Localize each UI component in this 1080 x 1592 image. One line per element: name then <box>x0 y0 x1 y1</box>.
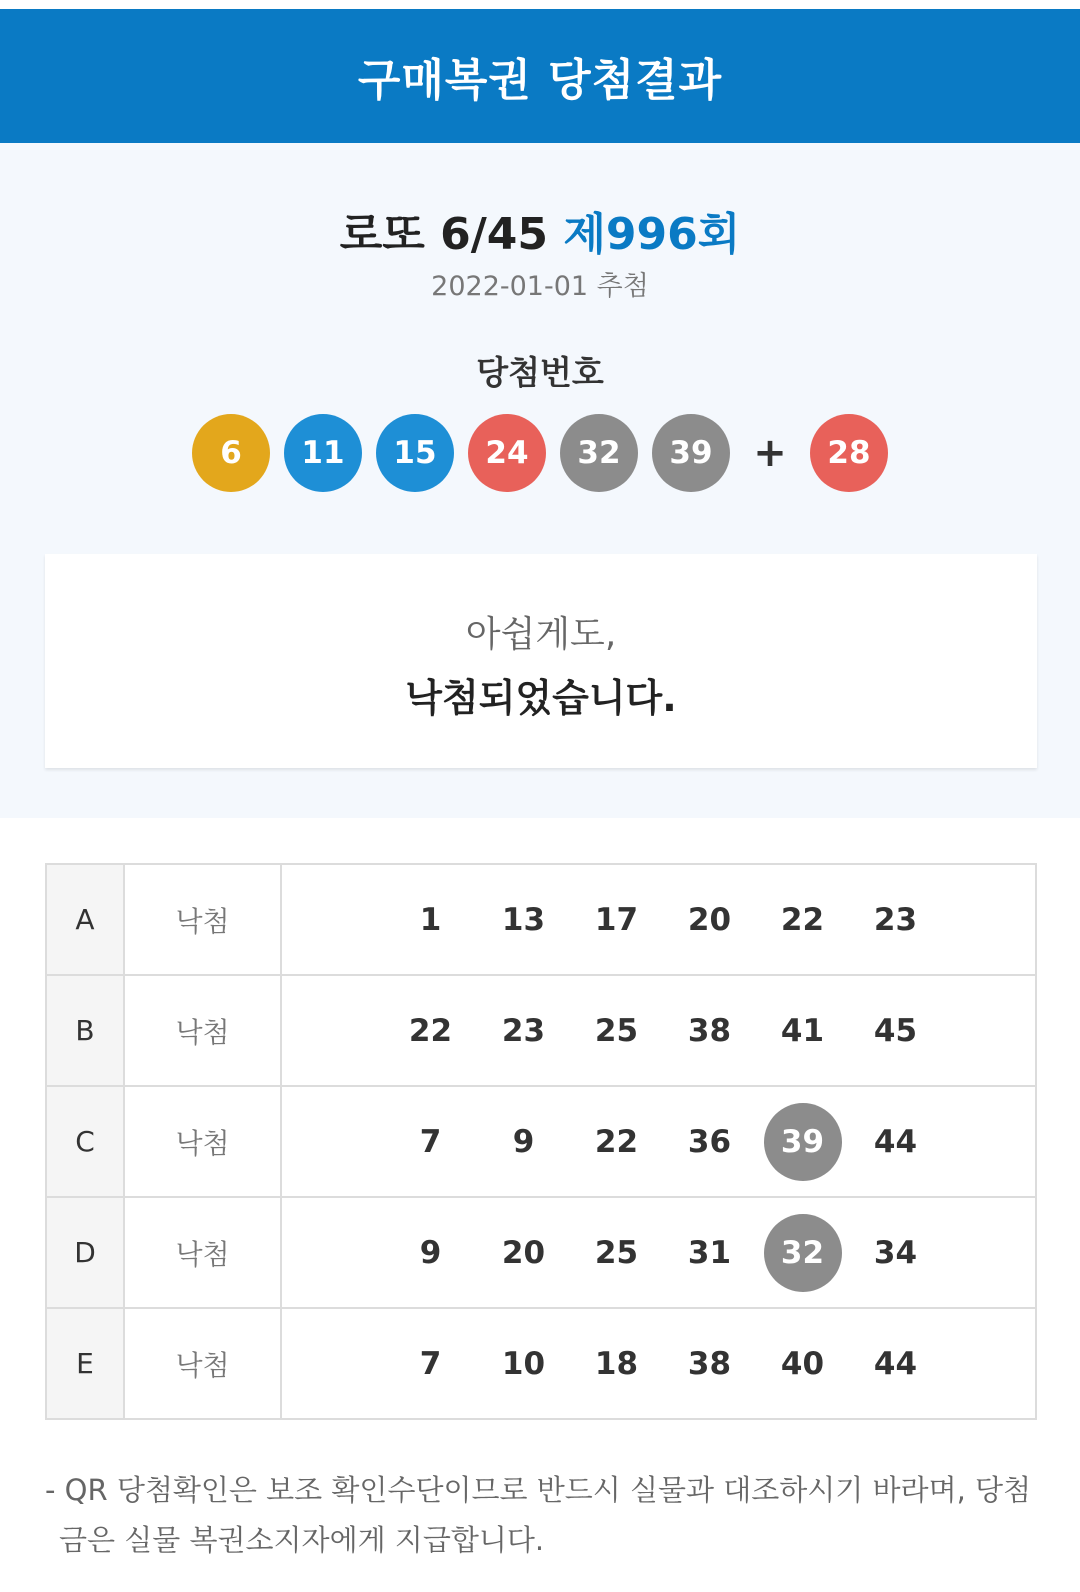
matched-number-cell <box>756 1103 849 1181</box>
result-message: 낙첨되었습니다. <box>405 676 677 720</box>
game-letter: B <box>46 975 124 1086</box>
draw-title <box>0 198 1080 262</box>
ticket-number: 1 <box>419 901 442 938</box>
game-numbers <box>281 1308 1036 1419</box>
ticket-number: 10 <box>501 1345 546 1382</box>
game-numbers <box>281 1197 1036 1308</box>
ticket-number: 45 <box>873 1012 918 1049</box>
ticket-number: 25 <box>594 1012 639 1049</box>
page-title: 구매복권 당첨결과 <box>357 55 723 106</box>
ticket-number: 41 <box>780 1012 825 1049</box>
ticket-number: 38 <box>687 1012 732 1049</box>
ticket-number: 9 <box>419 1234 442 1271</box>
status-strip <box>0 0 1080 9</box>
ticket-table <box>45 863 1037 1420</box>
ticket-number: 18 <box>594 1345 639 1382</box>
winning-number-ball: 6 <box>192 414 270 492</box>
notice-text: - QR 당첨확인은 보조 확인수단이므로 반드시 실물과 대조하시기 바라며, 당첨금은 실물 복권소지자에게 지급합니다. <box>45 1473 1032 1557</box>
game-status: 낙첨 <box>124 864 281 975</box>
ticket-number: 25 <box>594 1234 639 1271</box>
result-subtitle: 아쉽게도, <box>465 614 617 655</box>
game-numbers <box>281 1086 1036 1197</box>
game-letter: C <box>46 1086 124 1197</box>
ticket-number: 22 <box>594 1123 639 1160</box>
ticket-number: 40 <box>780 1345 825 1382</box>
ticket-number: 23 <box>501 1012 546 1049</box>
draw-date: 2022-01-01 추첨 <box>431 271 649 302</box>
ticket-row <box>46 864 1036 975</box>
matched-number-cell <box>756 1214 849 1292</box>
ticket-number: 23 <box>873 901 918 938</box>
ticket-row <box>46 1308 1036 1419</box>
round-number: 제996회 <box>563 209 741 260</box>
ticket-number: 34 <box>873 1234 918 1271</box>
ticket-number: 36 <box>687 1123 732 1160</box>
draw-summary <box>0 143 1080 818</box>
game-status: 낙첨 <box>124 1197 281 1308</box>
result-card <box>45 554 1037 768</box>
page-header <box>0 9 1080 143</box>
winning-number-ball: 11 <box>284 414 362 492</box>
game-letter: E <box>46 1308 124 1419</box>
ticket-row <box>46 1197 1036 1308</box>
winning-numbers-label: 당첨번호 <box>476 353 604 392</box>
bonus-plus-sign: + <box>753 430 787 476</box>
ticket-row <box>46 1086 1036 1197</box>
ticket-number: 38 <box>687 1345 732 1382</box>
ticket-number: 22 <box>780 901 825 938</box>
ticket-number: 13 <box>501 901 546 938</box>
game-name: 로또 6/45 <box>339 209 549 260</box>
game-status: 낙첨 <box>124 1086 281 1197</box>
game-status: 낙첨 <box>124 975 281 1086</box>
game-letter: A <box>46 864 124 975</box>
matched-number-ball: 39 <box>764 1103 842 1181</box>
ticket-row <box>46 975 1036 1086</box>
ticket-number: 17 <box>594 901 639 938</box>
ticket-number: 44 <box>873 1123 918 1160</box>
winning-numbers <box>0 414 1080 492</box>
game-numbers <box>281 975 1036 1086</box>
ticket-number: 20 <box>687 901 732 938</box>
winning-number-ball: 32 <box>560 414 638 492</box>
ticket-number: 7 <box>419 1345 442 1382</box>
ticket-number: 7 <box>419 1123 442 1160</box>
bonus-number-ball: 28 <box>810 414 888 492</box>
matched-number-ball: 32 <box>764 1214 842 1292</box>
winning-number-ball: 24 <box>468 414 546 492</box>
ticket-number: 44 <box>873 1345 918 1382</box>
ticket-number: 9 <box>512 1123 535 1160</box>
ticket-number: 20 <box>501 1234 546 1271</box>
ticket-number: 31 <box>687 1234 732 1271</box>
game-status: 낙첨 <box>124 1308 281 1419</box>
winning-number-ball: 39 <box>652 414 730 492</box>
ticket-number: 22 <box>408 1012 453 1049</box>
game-letter: D <box>46 1197 124 1308</box>
winning-number-ball: 15 <box>376 414 454 492</box>
game-numbers <box>281 864 1036 975</box>
